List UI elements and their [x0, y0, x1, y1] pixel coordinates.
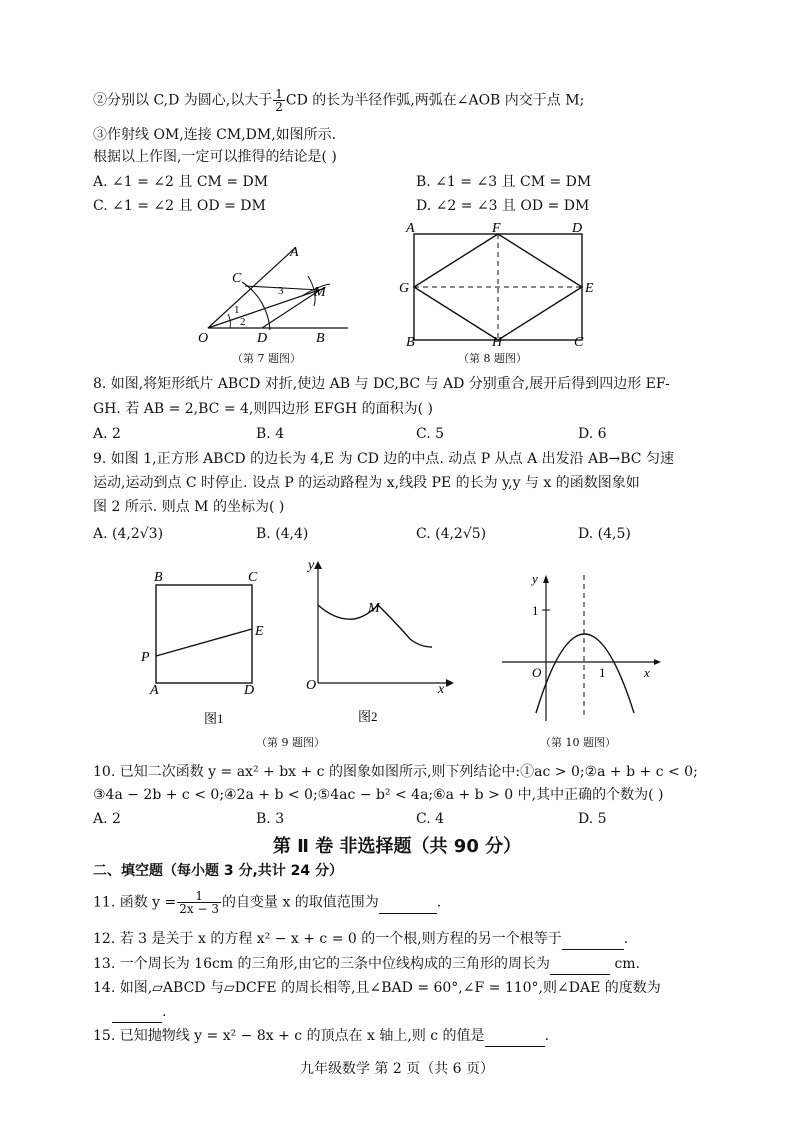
q7-step2-line	[93, 88, 584, 113]
q8-caption: （第 8 题图）	[458, 352, 527, 365]
q10-figure	[496, 565, 666, 727]
q12-answer-blank[interactable]	[562, 929, 624, 950]
q9-label-c: C	[248, 570, 258, 585]
q9-fig2-label-y: y	[308, 558, 315, 573]
q7-label-m: M	[314, 285, 326, 300]
q9-line1: 9. 如图 1,正方形 ABCD 的边长为 4,E 为 CD 边的中点. 动点 P 从点 A 出发沿 AB→BC 匀速	[93, 451, 674, 467]
q9-label-d: D	[244, 683, 255, 698]
q9-option-a: A. (4,2√3)	[93, 526, 164, 542]
q8-label-f: F	[492, 221, 501, 236]
q9-label-b: B	[154, 570, 163, 585]
q10-y-arrow	[543, 575, 549, 583]
q9-fig2-label-x: x	[438, 682, 445, 697]
q11-fraction	[177, 890, 221, 915]
q8-option-c: C. 5	[416, 426, 445, 442]
q7-label-d: D	[257, 331, 268, 346]
q7-label-3: 3	[278, 285, 284, 297]
q7-step3: ③作射线 OM,连接 CM,DM,如图所示.	[93, 127, 337, 143]
q8-label-c: C	[574, 335, 584, 350]
q7-step2-tail: CD 的长为半径作弧,两弧在∠AOB 内交于点 M;	[285, 92, 585, 109]
q11-frac-num: 1	[177, 890, 221, 903]
q7-frac-den: 2	[275, 100, 283, 114]
q13-answer-blank[interactable]	[550, 954, 610, 975]
q11-post: 的自变量 x 的取值范围为	[222, 894, 379, 911]
q15-answer-blank[interactable]	[485, 1026, 545, 1047]
q9-label-a: A	[150, 683, 159, 698]
q10-line2: ③4a − 2b + c < 0;④2a + b < 0;⑤4ac − b² < 4a;⑥a + b > 0 中,其中正确的个数为( )	[93, 787, 664, 803]
q15-end: .	[544, 1028, 550, 1044]
q9-square-abcd	[156, 585, 252, 683]
q7-option-c: C. ∠1 = ∠2 且 OD = DM	[93, 198, 266, 214]
q8-label-h: H	[492, 335, 503, 350]
q13-text: 13. 一个周长为 16cm 的三角形,由它的三条中位线构成的三角形的周长为	[93, 956, 550, 972]
q7-label-c: C	[232, 271, 242, 286]
q7-caption: （第 7 题图）	[232, 352, 301, 365]
q10-label-y: y	[532, 571, 538, 586]
q9-line3: 图 2 所示. 则点 M 的坐标为( )	[93, 499, 285, 515]
q10-option-c: C. 4	[416, 811, 445, 827]
q10-label-one-x: 1	[599, 665, 606, 680]
q10-line1: 10. 已知二次函数 y = ax² + bx + c 的图象如图所示,则下列结论中:①ac > 0;②a + b + c < 0;	[93, 764, 698, 780]
q9-fig2-label-o: O	[306, 678, 317, 693]
q14-line2	[112, 1002, 166, 1023]
q9-label-p: P	[141, 650, 150, 665]
q11-answer-blank[interactable]	[379, 893, 437, 914]
part2-title: 第 Ⅱ 卷 非选择题（共 90 分）	[272, 836, 522, 857]
q7-label-a: A	[290, 245, 299, 260]
q9-y-arrow	[314, 561, 322, 569]
q10-option-d: D. 5	[578, 811, 607, 827]
q7-label-o: O	[198, 331, 209, 346]
q10-label-one-y: 1	[532, 603, 539, 618]
q8-figure	[396, 218, 606, 350]
q8-label-g: G	[399, 281, 410, 296]
q12-line	[93, 929, 628, 950]
q7-figure	[190, 238, 360, 348]
q14-answer-blank[interactable]	[112, 1002, 162, 1023]
q8-option-b: B. 4	[256, 426, 285, 442]
q14-end: .	[162, 1004, 167, 1020]
q10-x-arrow	[654, 659, 661, 665]
q8-label-b: B	[406, 335, 415, 350]
q9-figure-2	[296, 555, 458, 723]
q9-option-d: D. (4,5)	[578, 526, 631, 542]
q10-caption: （第 10 题图）	[540, 736, 616, 749]
q12-text: 12. 若 3 是关于 x 的方程 x² − x + c = 0 的一个根,则方程的另一个根等于	[93, 931, 562, 947]
q15-line	[93, 1026, 549, 1047]
q9-fig2-name: 图2	[358, 709, 378, 723]
q9-fig2-label-m: M	[368, 601, 380, 616]
q7-frac-num: 1	[275, 87, 283, 101]
q13-end: cm.	[610, 956, 641, 972]
q9-caption: （第 9 题图）	[256, 736, 325, 749]
q9-seg-pe	[156, 629, 252, 656]
q10-label-x: x	[644, 665, 650, 680]
section2-heading: 二、填空题（每小题 3 分,共计 24 分）	[93, 863, 344, 879]
q7-label-2: 2	[240, 316, 246, 328]
q8-label-a: A	[406, 221, 415, 236]
q7-seg-dm	[262, 290, 320, 328]
q9-option-b: B. (4,4)	[256, 526, 309, 542]
q11-line	[93, 890, 441, 915]
q14-line: 14. 如图,▱ABCD 与▱DCFE 的周长相等,且∠BAD = 60°,∠F = 110°,则∠DAE 的度数为	[93, 980, 661, 996]
q7-ray-om	[208, 288, 325, 328]
q9-option-c: C. (4,2√5)	[416, 526, 487, 542]
q7-fraction	[273, 88, 285, 113]
q13-line	[93, 954, 640, 975]
q8-option-d: D. 6	[578, 426, 607, 442]
q11-end: .	[436, 894, 442, 911]
q7-option-b: B. ∠1 = ∠3 且 CM = DM	[416, 174, 592, 190]
page-footer: 九年级数学 第 2 页（共 6 页）	[299, 1061, 495, 1077]
q7-arc-cd	[242, 282, 270, 330]
q8-line2: GH. 若 AB = 2,BC = 4,则四边形 EFGH 的面积为( )	[93, 401, 433, 417]
q7-option-d: D. ∠2 = ∠3 且 OD = DM	[416, 198, 590, 214]
q9-line2: 运动,运动到点 C 时停止. 设点 P 的运动路程为 x,线段 PE 的长为 y,y 与 x 的函数图象如	[93, 475, 640, 491]
q11-frac-den: 2x − 3	[179, 902, 219, 916]
q11-pre: 11. 函数 y =	[93, 894, 177, 911]
q15-text: 15. 已知抛物线 y = x² − 8x + c 的顶点在 x 轴上,则 c 的值是	[93, 1028, 485, 1044]
q7-label-1: 1	[234, 304, 240, 316]
q12-end: .	[623, 931, 629, 947]
q9-label-e: E	[255, 624, 264, 639]
q8-label-d: D	[572, 221, 583, 236]
q10-label-o: O	[532, 665, 542, 680]
q9-fig1-name: 图1	[204, 711, 224, 726]
q10-option-a: A. 2	[93, 811, 121, 827]
q7-step2: ②分别以 C,D 为圆心,以大于	[93, 92, 273, 109]
q8-label-e: E	[585, 281, 594, 296]
q9-x-arrow	[446, 679, 454, 687]
q10-parabola	[536, 634, 634, 713]
q7-option-a: A. ∠1 = ∠2 且 CM = DM	[93, 174, 269, 190]
q8-option-a: A. 2	[93, 426, 121, 442]
q10-option-b: B. 3	[256, 811, 285, 827]
q8-line1: 8. 如图,将矩形纸片 ABCD 对折,使边 AB 与 DC,BC 与 AD 分别重合,展开后得到四边形 EF-	[93, 376, 670, 392]
q9-figure-1	[136, 563, 276, 728]
q7-label-b: B	[316, 331, 325, 346]
q7-question: 根据以上作图,一定可以推得的结论是( )	[93, 149, 337, 165]
